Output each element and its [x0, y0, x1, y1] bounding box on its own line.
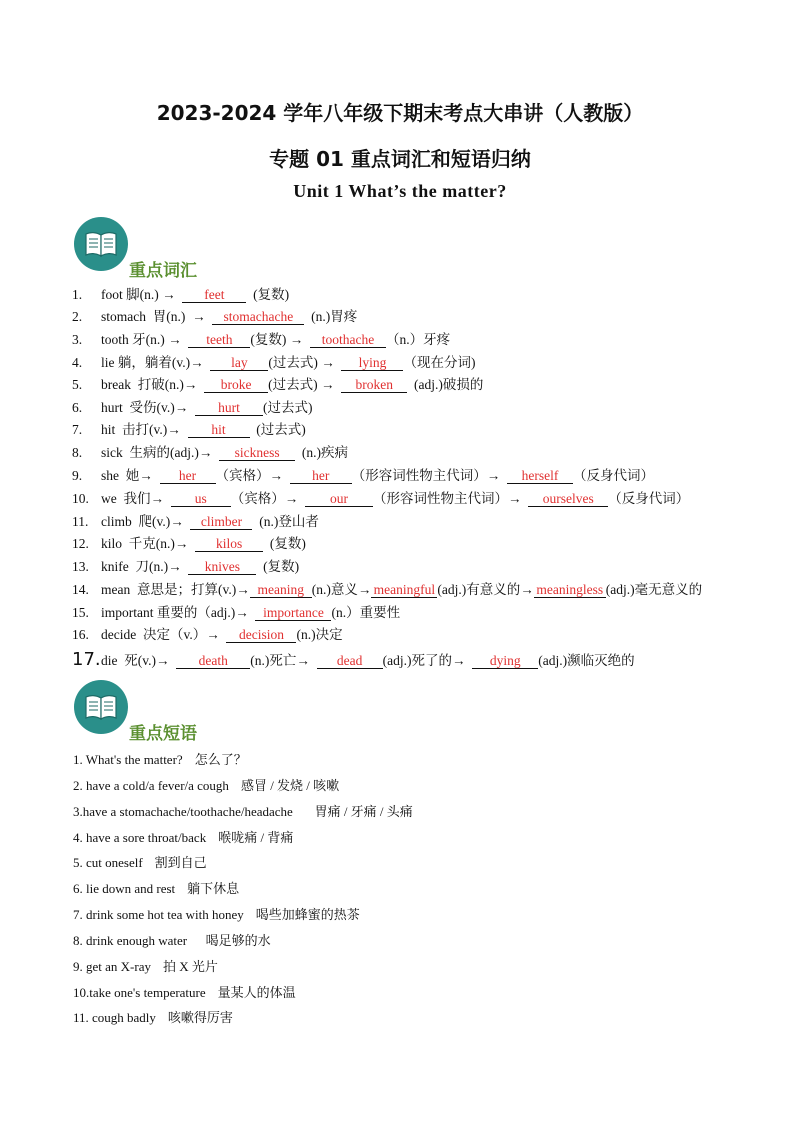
answer-blank: meaningful — [371, 582, 437, 598]
item-number: 17. — [72, 649, 101, 670]
answer-blank: death — [176, 653, 250, 669]
vocab-item — [72, 604, 400, 622]
vocab-text: (n.)登山者 — [252, 514, 319, 529]
vocab-text: stomach 胃(n.) → — [101, 309, 213, 324]
answer-blank: herself — [507, 468, 573, 484]
phrase-english: 1. What's the matter? — [73, 752, 183, 767]
item-number: 8. — [72, 445, 83, 460]
phrase-item — [73, 1007, 233, 1026]
phrase-english: 11. cough badly — [73, 1010, 156, 1025]
answer-blank: ourselves — [528, 491, 608, 507]
vocab-text: (n.）重要性 — [331, 605, 401, 620]
phrase-chinese: 喉咙痛 / 背痛 — [218, 830, 294, 845]
vocab-item — [72, 421, 306, 439]
answer-blank: broke — [204, 377, 268, 393]
phrase-english: 5. cut oneself — [73, 855, 143, 870]
vocab-text: (adj.)濒临灭绝的 — [538, 653, 635, 668]
vocab-item — [72, 376, 483, 394]
phrase-chinese: 喝些加蜂蜜的热茶 — [255, 907, 360, 922]
vocab-text: （形容词性物主代词）→ — [373, 491, 529, 506]
vocab-item — [72, 535, 306, 553]
vocab-text: (n.)胃疼 — [304, 309, 358, 324]
topic-title: 专题 01 重点词汇和短语归纳 — [269, 147, 531, 171]
vocab-item — [72, 490, 689, 508]
vocab-item — [72, 331, 450, 349]
answer-blank: her — [290, 468, 352, 484]
vocab-text: mean 意思是；打算(v.)→ — [101, 582, 250, 597]
vocab-item — [72, 651, 635, 670]
vocab-section-title: 重点词汇 — [129, 261, 197, 281]
item-number: 5. — [72, 377, 83, 392]
vocab-text: (n.)意义→ — [311, 582, 372, 597]
phrase-chinese: 躺下休息 — [187, 881, 240, 896]
answer-blank: hit — [188, 422, 250, 438]
answer-blank: her — [160, 468, 216, 484]
answer-blank: toothache — [310, 332, 386, 348]
phrase-item — [73, 775, 339, 794]
vocab-item — [72, 308, 357, 326]
vocab-item — [72, 513, 319, 531]
vocab-item — [72, 444, 348, 462]
phrase-english: 10.take one's temperature — [73, 985, 206, 1000]
vocab-text: lie 躺，躺着(v.)→ — [101, 355, 211, 370]
phrase-chinese: 感冒 / 发烧 / 咳嗽 — [240, 778, 340, 793]
answer-blank: broken — [341, 377, 407, 393]
phrase-item — [73, 982, 296, 1001]
phrase-item — [73, 749, 247, 768]
answer-blank: sickness — [219, 445, 295, 461]
answer-blank: our — [305, 491, 373, 507]
item-number: 13. — [72, 559, 89, 574]
vocab-text: (adj.)有意义的→ — [437, 582, 534, 597]
phrase-chinese: 怎么了？ — [194, 752, 247, 767]
book-icon — [74, 680, 128, 734]
unit-title: Unit 1 What’s the matter? — [293, 181, 507, 201]
vocab-text: (复数) — [256, 559, 300, 574]
vocab-text: (adj.)死了的→ — [382, 653, 473, 668]
answer-blank: hurt — [195, 400, 263, 416]
vocab-text: we 我们→ — [101, 491, 171, 506]
vocab-text: （反身代词） — [608, 491, 690, 506]
item-number: 15. — [72, 605, 89, 620]
vocab-text: (过去式) → — [268, 355, 342, 370]
vocab-text: climb 爬(v.)→ — [101, 514, 191, 529]
book-icon — [74, 217, 128, 271]
phrase-english: 8. drink enough water — [73, 933, 188, 948]
phrase-item — [73, 930, 271, 949]
vocab-item — [72, 354, 475, 372]
vocab-text: sick 生病的(adj.)→ — [101, 445, 220, 460]
phrase-item — [73, 904, 360, 923]
phrase-item — [73, 852, 207, 871]
vocab-text: important 重要的（adj.)→ — [101, 605, 256, 620]
vocab-text: （n.）牙疼 — [386, 332, 451, 347]
phrase-chinese: 喝足够的水 — [199, 933, 271, 948]
phrase-item — [73, 827, 293, 846]
vocab-text: (n.)决定 — [296, 627, 343, 642]
phrase-chinese: 量某人的体温 — [217, 985, 296, 1000]
vocab-text: foot 脚(n.) → — [101, 287, 183, 302]
phrase-english: 2. have a cold/a fever/a cough — [73, 778, 229, 793]
vocab-text: (过去式) — [263, 400, 313, 415]
phrase-english: 3.have a stomachache/toothache/headache — [73, 804, 293, 819]
item-number: 6. — [72, 400, 83, 415]
vocab-text: （宾格）→ — [230, 491, 305, 506]
vocab-text: she 她→ — [101, 468, 160, 483]
answer-blank: us — [171, 491, 231, 507]
phrases-section-title: 重点短语 — [129, 724, 197, 744]
phrase-chinese: 拍 X 光片 — [162, 959, 218, 974]
vocab-text: （反身代词） — [573, 468, 654, 483]
vocab-text: (adj.)毫无意义的 — [605, 582, 703, 597]
answer-blank: dying — [472, 653, 538, 669]
vocab-text: (复数) → — [250, 332, 310, 347]
vocab-text: knife 刀(n.)→ — [101, 559, 189, 574]
vocab-text: kilo 千克(n.)→ — [101, 536, 196, 551]
phrase-chinese: 胃痛 / 牙痛 / 头痛 — [304, 804, 413, 819]
answer-blank: feet — [182, 287, 246, 303]
item-number: 11. — [72, 514, 89, 529]
answer-blank: lying — [341, 355, 403, 371]
vocab-text: (复数) — [263, 536, 306, 551]
item-number: 9. — [72, 468, 83, 483]
answer-blank: knives — [188, 559, 256, 575]
vocab-item — [72, 286, 289, 304]
vocab-item — [72, 581, 702, 599]
item-number: 3. — [72, 332, 83, 347]
vocab-text: die 死(v.)→ — [101, 653, 177, 668]
answer-blank: importance — [255, 605, 331, 621]
phrase-english: 4. have a sore throat/back — [73, 830, 207, 845]
vocab-text: （现在分词) — [403, 355, 476, 370]
vocab-text: (adj.)破损的 — [407, 377, 484, 392]
vocab-text: hit 击打(v.)→ — [101, 422, 188, 437]
answer-blank: meaningless — [534, 582, 606, 598]
vocab-text: (过去式) → — [268, 377, 342, 392]
answer-blank: dead — [317, 653, 383, 669]
item-number: 12. — [72, 536, 89, 551]
item-number: 4. — [72, 355, 83, 370]
phrase-item — [73, 956, 218, 975]
vocab-text: hurt 受伤(v.)→ — [101, 400, 195, 415]
phrase-chinese: 割到自己 — [154, 855, 207, 870]
vocab-item — [72, 558, 299, 576]
page-title: 2023-2024 学年八年级下期末考点大串讲（人教版） — [156, 101, 644, 125]
answer-blank: climber — [190, 514, 252, 530]
vocab-text: decide 决定（v.）→ — [101, 627, 227, 642]
item-number: 1. — [72, 287, 83, 302]
item-number: 10. — [72, 491, 89, 506]
answer-blank: meaning — [250, 582, 312, 598]
phrase-chinese: 咳嗽得厉害 — [167, 1010, 233, 1025]
vocab-text: (n.)死亡→ — [250, 653, 317, 668]
vocab-text: （宾格）→ — [215, 468, 290, 483]
vocab-text: (过去式) — [249, 422, 306, 437]
item-number: 16. — [72, 627, 89, 642]
item-number: 14. — [72, 582, 89, 597]
phrase-item — [73, 878, 239, 897]
answer-blank: teeth — [188, 332, 250, 348]
vocab-text: break 打破(n.)→ — [101, 377, 205, 392]
answer-blank: stomachache — [212, 309, 304, 325]
answer-blank: kilos — [195, 536, 263, 552]
vocab-text: (复数) — [246, 287, 290, 302]
phrase-english: 7. drink some hot tea with honey — [73, 907, 244, 922]
item-number: 7. — [72, 422, 83, 437]
answer-blank: decision — [226, 627, 296, 643]
vocab-text: （形容词性物主代词）→ — [351, 468, 507, 483]
phrase-english: 9. get an X-ray — [73, 959, 151, 974]
answer-blank: lay — [210, 355, 268, 371]
item-number: 2. — [72, 309, 83, 324]
phrase-english: 6. lie down and rest — [73, 881, 176, 896]
vocab-item — [72, 467, 654, 485]
vocab-text: tooth 牙(n.) → — [101, 332, 189, 347]
vocab-text: (n.)疾病 — [295, 445, 348, 460]
vocab-item — [72, 399, 313, 417]
phrase-item — [73, 801, 413, 820]
vocab-item — [72, 626, 343, 644]
